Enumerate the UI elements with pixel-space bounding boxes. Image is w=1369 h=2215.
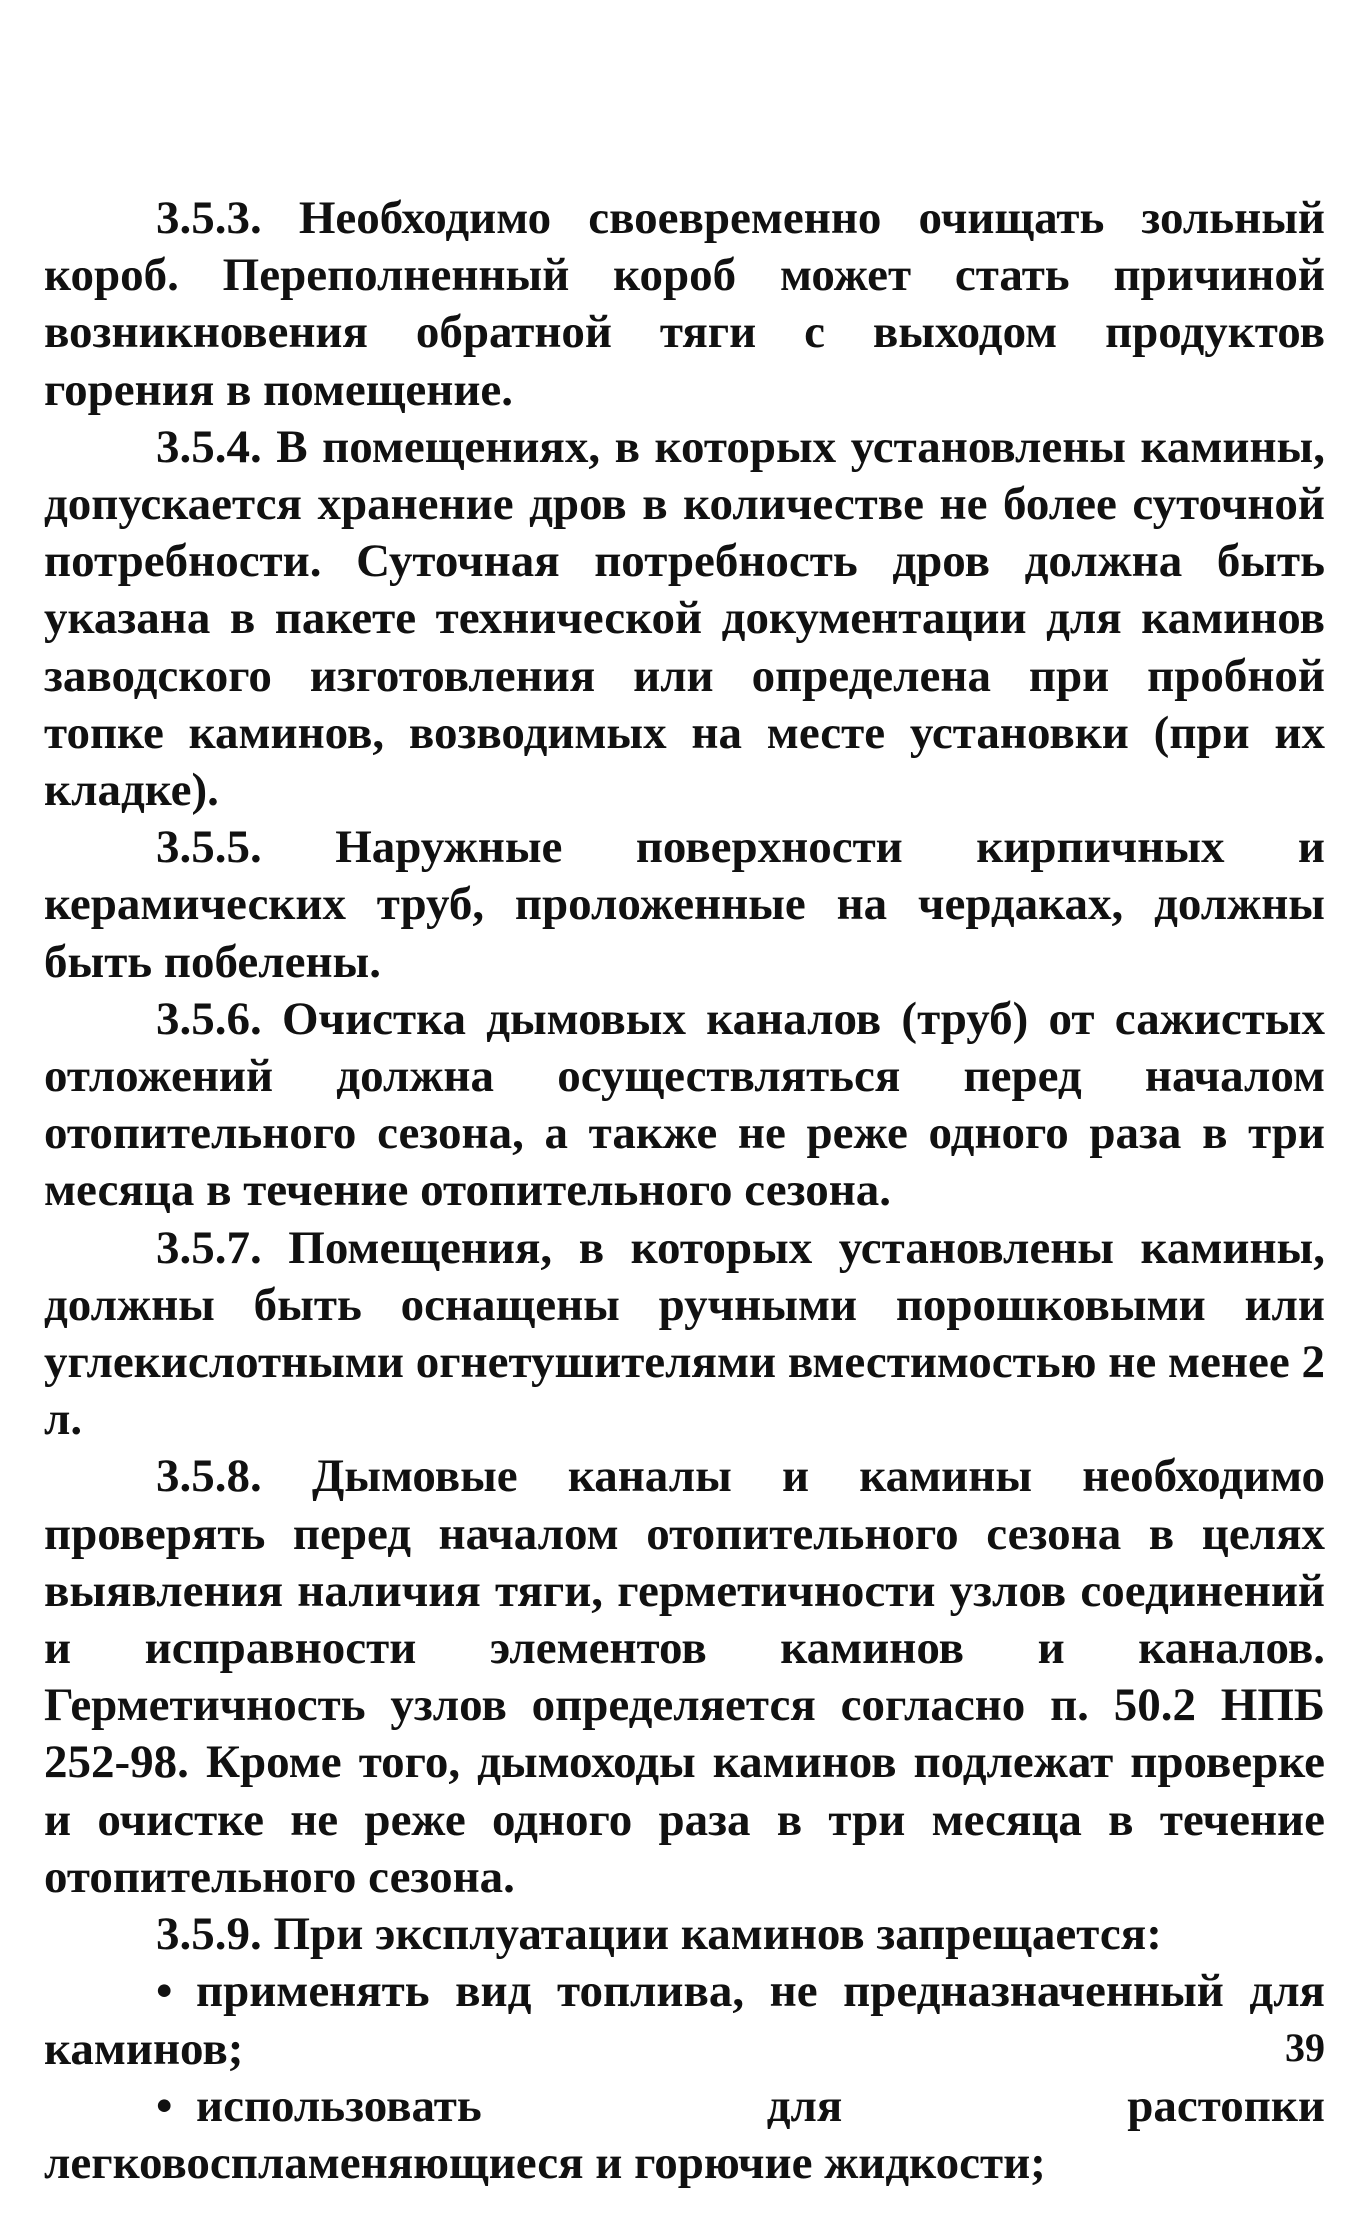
list-item (44, 2078, 1325, 2192)
paragraph-3-5-4: 3.5.4. В помещениях, в которых установлены камины, допускается хранение дров в количестве не более суточной потребности. Суточная потребность дров должна быть указана в пакете технической документации для каминов заводского изготовления или определена при пробной топке каминов, возводимых на месте установки (при их кладке). (44, 420, 1325, 817)
bullet-icon: • (156, 1965, 173, 2018)
paragraph-3-5-7: 3.5.7. Помещения, в которых установлены камины, должны быть оснащены ручными порошковыми или углекислотными огнетушителями вместимостью не менее 2 л. (44, 1221, 1325, 1446)
page-body (44, 190, 1325, 2192)
list-item-text: использовать для растопки легковоспламеняющиеся и горючие жидкости; (44, 2079, 1325, 2189)
paragraph-3-5-6: 3.5.6. Очистка дымовых каналов (труб) от сажистых отложений должна осуществляться перед началом отопительного сезона, а также не реже одного раза в три месяца в течение отопительного сезона. (44, 992, 1325, 1217)
paragraph-3-5-5: 3.5.5. Наружные поверхности кирпичных и керамических труб, проложенные на чердаках, должны быть побелены. (44, 821, 1325, 988)
page-number: 39 (1285, 2025, 1325, 2070)
paragraph-3-5-8: 3.5.8. Дымовые каналы и камины необходимо проверять перед началом отопительного сезона в целях выявления наличия тяги, герметичности узлов соединений и исправности элементов каминов и каналов. Герметичность узлов определяется согласно п. 50.2 НПБ 252-98. Кроме того, дымоходы каминов подлежат проверке и очистке не реже одного раза в три месяца в течение отопительного сезона. (44, 1450, 1325, 1903)
paragraph-3-5-9: 3.5.9. При эксплуатации каминов запрещается: (156, 1908, 1162, 1961)
list-item-text: применять вид топлива, не предназначенный для каминов; (44, 1965, 1325, 2075)
paragraph-3-5-3: 3.5.3. Необходимо своевременно очищать зольный короб. Переполненный короб может стать причиной возникновения обратной тяги с выходом продуктов горения в помещение. (44, 192, 1325, 416)
bullet-icon: • (156, 2079, 173, 2132)
list-item (44, 1963, 1325, 2077)
